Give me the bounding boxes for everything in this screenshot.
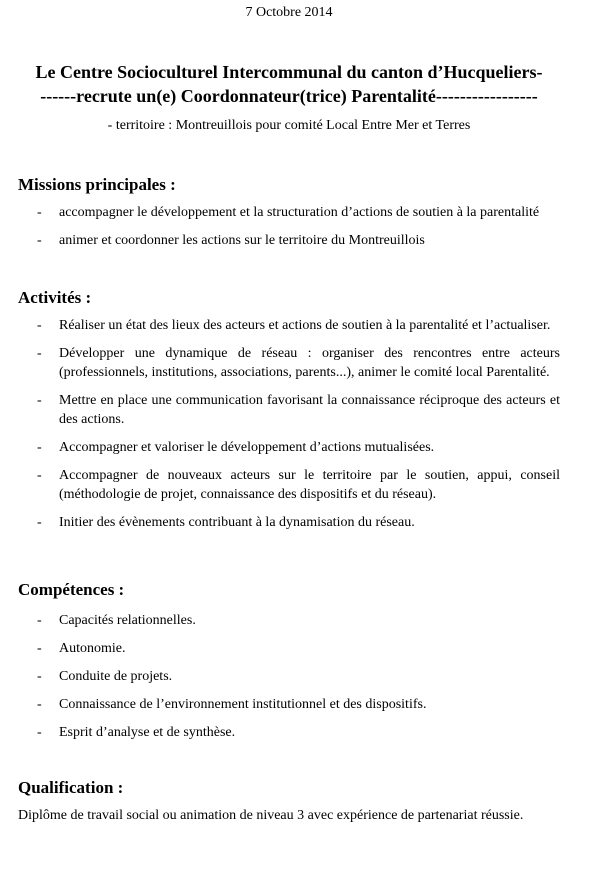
bullet-dash: - <box>37 697 42 712</box>
list-item: - Développer une dynamique de réseau : organiser des rencontres entre acteurs (professionnels, institutions, associations, parents...), animer le comité local Parentalité. <box>37 346 560 380</box>
list-item: - Réaliser un état des lieux des acteurs et actions de soutien à la parentalité et l’actualiser. <box>37 318 551 333</box>
activites-list <box>0 316 600 532</box>
missions-list <box>0 203 600 250</box>
list-item: - animer et coordonner les actions sur le territoire du Montreuillois <box>37 233 425 248</box>
bullet-dash: - <box>37 346 42 361</box>
competences-list <box>0 611 600 742</box>
qualification-heading: Qualification : <box>18 778 124 797</box>
bullet-dash: - <box>37 468 42 483</box>
title-line-2: ------recrute un(e) Coordonnateur(trice) Parentalité----------------- <box>40 86 538 106</box>
list-item: - Accompagner de nouveaux acteurs sur le territoire par le soutien, appui, conseil (méthodologie de projet, connaissance des dispositifs et du réseau). <box>37 468 560 502</box>
bullet-dash: - <box>37 205 42 220</box>
bullet-dash: - <box>37 515 42 530</box>
list-item: - Conduite de projets. <box>37 669 173 684</box>
bullet-dash: - <box>37 669 42 684</box>
activites-heading: Activités : <box>18 288 92 307</box>
bullet-dash: - <box>37 641 42 656</box>
list-item: - accompagner le développement et la structuration d’actions de soutien à la parentalité <box>37 205 540 220</box>
bullet-dash: - <box>37 440 42 455</box>
competences-heading: Compétences : <box>18 580 125 599</box>
title-line-1: Le Centre Socioculturel Intercommunal du canton d’Hucqueliers- <box>35 62 543 82</box>
list-item: - Autonomie. <box>37 641 126 656</box>
list-item: - Mettre en place une communication favorisant la connaissance réciproque des acteurs et des actions. <box>37 393 560 427</box>
bullet-dash: - <box>37 318 42 333</box>
bullet-dash: - <box>37 233 42 248</box>
list-item: - Esprit d’analyse et de synthèse. <box>37 725 236 740</box>
missions-heading: Missions principales : <box>18 175 176 194</box>
document-title <box>0 60 578 108</box>
bullet-dash: - <box>37 613 42 628</box>
bullet-dash: - <box>37 393 42 408</box>
list-item: - Initier des évènements contribuant à la dynamisation du réseau. <box>37 515 415 530</box>
list-item: - Capacités relationnelles. <box>37 613 196 628</box>
list-item: - Accompagner et valoriser le développement d’actions mutualisées. <box>37 440 435 455</box>
bullet-dash: - <box>37 725 42 740</box>
document-date: 7 Octobre 2014 <box>245 5 333 20</box>
document-subtitle: - territoire : Montreuillois pour comité Local Entre Mer et Terres <box>107 118 471 133</box>
list-item: - Connaissance de l’environnement institutionnel et des dispositifs. <box>37 697 427 712</box>
qualification-text: Diplôme de travail social ou animation de niveau 3 avec expérience de partenariat réussie. <box>18 808 524 823</box>
